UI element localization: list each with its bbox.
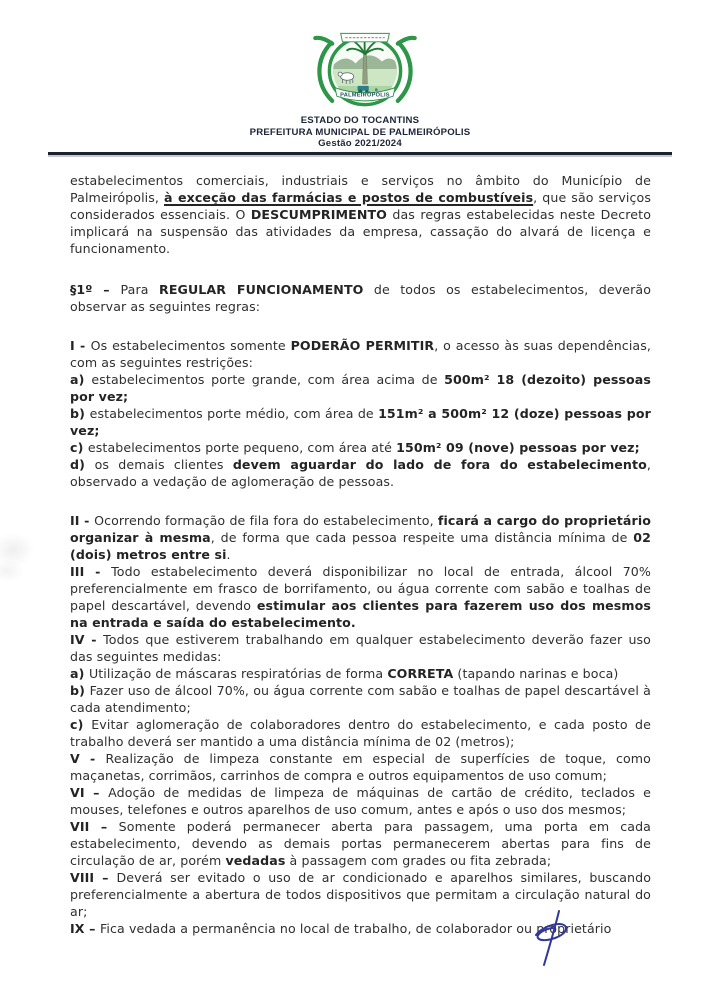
text-segment: a) (70, 665, 89, 681)
paragraph (70, 405, 651, 439)
paragraph (70, 563, 651, 631)
text-segment: d) (70, 456, 95, 472)
text-segment: Todo estabelecimento deverá disponibilizar no local de entrada, álcool 70% preferencialmente em frasco de borrifamento, ou água corrente com sabão e toalhas de papel descartável, devendo (70, 563, 651, 613)
text-segment: devem aguardar do lado de fora do estabelecimento (232, 456, 647, 472)
text-segment: de todos os estabelecimentos, deverão observar as seguintes regras: (70, 281, 652, 314)
text-segment: 02 (dois) metros entre si (70, 529, 651, 562)
paragraph (70, 631, 651, 665)
text-segment: PODERÃO PERMITIR (290, 337, 435, 353)
text-segment: CORRETA (387, 665, 454, 681)
text-segment: Somente poderá permanecer aberta para passagem, uma porta em cada estabelecimento, devendo as demais portas permanecerem abertas para fins de circulação de ar, porém (70, 818, 651, 868)
text-segment: estabelecimentos porte grande, com área acima de (91, 371, 445, 387)
paragraph (70, 371, 651, 405)
text-segment: 500m² 18 (dezoito) pessoas por vez; (70, 371, 651, 404)
text-segment: c) (70, 439, 88, 455)
text-segment: §1º – (70, 281, 121, 297)
text-segment: à passagem com grades ou fita zebrada; (285, 852, 552, 868)
text-segment: IX – (70, 920, 100, 936)
text-segment: ficará a cargo do proprietário organizar à mesma (70, 512, 651, 545)
text-segment: vedadas (225, 852, 286, 868)
paragraph (70, 665, 651, 682)
text-segment: estabelecimentos comerciais, industriais e serviços no âmbito do Município de Palmeirópolis, (70, 173, 651, 205)
document-body (70, 172, 651, 937)
text-segment: à exceção das farmácias e postos de combustíveis (164, 190, 534, 205)
text-segment: , que são serviços considerados essenciais. O (70, 190, 651, 222)
text-segment: Ocorrendo formação de fila fora do estabelecimento, (94, 512, 438, 528)
text-segment: . (226, 546, 231, 562)
text-segment: REGULAR FUNCIONAMENTO (159, 281, 364, 297)
seal-banner-text: PALMEIRÓPOLIS (340, 92, 390, 99)
letterhead (0, 115, 720, 150)
text-segment: Os estabelecimentos somente (90, 337, 291, 353)
text-segment: Fazer uso de álcool 70%, ou água corrente com sabão e toalhas de papel descartável à cada atendimento; (70, 682, 651, 715)
text-segment: DESCUMPRIMENTO (250, 207, 387, 222)
paragraph (70, 512, 651, 563)
text-segment: III - (70, 563, 112, 579)
text-segment: VIII – (70, 869, 117, 885)
text-segment: , observado a vedação de aglomeração de pessoas. (70, 456, 651, 489)
text-segment: Utilização de máscaras respiratórias de forma (88, 665, 388, 681)
text-segment: VII – (70, 818, 119, 834)
paragraph (70, 682, 651, 716)
text-segment: Evitar aglomeração de colaboradores dentro do estabelecimento, e cada posto de trabalho deverá ser mantido a uma distância mínima de 02 (metros); (70, 716, 652, 749)
seal-top-banner (341, 33, 390, 41)
letterhead-state: ESTADO DO TOCANTINS (300, 115, 420, 126)
paragraph (70, 784, 651, 818)
text-segment: Deverá ser evitado o uso de ar condicionado e aparelhos similares, buscando preferencialmente a abertura de todos dispositivos que permitam a circulação natural do ar; (70, 869, 651, 919)
text-segment: das regras estabelecidas neste Decreto implicará na suspensão das atividades da empresa, cassação do alvará de licença e funcionamento. (70, 207, 651, 256)
text-segment: 151m² a 500m² 12 (doze) pessoas por vez; (70, 405, 651, 438)
text-segment: , de forma que cada pessoa respeite uma distância mínima de (210, 529, 634, 545)
header-divider (48, 152, 672, 155)
paragraph (70, 456, 651, 490)
municipal-seal (306, 24, 424, 114)
text-segment: (tapando narinas e boca) (453, 665, 619, 681)
paragraph (70, 750, 651, 784)
text-segment: VI – (70, 784, 109, 800)
text-segment: 150m² 09 (nove) pessoas por vez; (396, 439, 640, 455)
paragraph (70, 818, 651, 869)
text-segment: c) (70, 716, 92, 732)
paragraph (70, 281, 651, 315)
paragraph (70, 337, 651, 371)
text-segment: os demais clientes (94, 456, 233, 472)
text-segment: II - (70, 512, 95, 528)
text-segment: estabelecimentos porte pequeno, com área até (87, 439, 397, 455)
text-segment: IV - (70, 631, 104, 647)
letterhead-term: Gestão 2021/2024 (318, 138, 402, 149)
text-segment: Fica vedada a permanência no local de trabalho, de colaborador ou proprietário (99, 920, 612, 936)
text-segment: V - (70, 750, 106, 766)
letterhead-municipality: PREFEITURA MUNICIPAL DE PALMEIRÓPOLIS (249, 126, 471, 138)
text-segment: , o acesso às suas dependências, com as seguintes restrições: (70, 337, 652, 370)
paragraph (70, 439, 651, 456)
text-segment: a) (70, 371, 92, 387)
signature-mark (531, 908, 577, 970)
text-segment: estabelecimentos porte médio, com área de (89, 405, 379, 421)
text-segment: Todos que estiverem trabalhando em qualquer estabelecimento deverão fazer uso das seguintes medidas: (70, 631, 651, 664)
text-segment: I - (70, 337, 91, 353)
text-segment: estimular aos clientes para fazerem uso dos mesmos na entrada e saída do estabelecimento. (70, 597, 651, 630)
text-segment: b) (70, 405, 90, 421)
text-segment: Realização de limpeza constante em especial de superfícies de toque, como maçanetas, corrimãos, carrinhos de compra e outros equipamentos de uso comum; (70, 750, 651, 783)
text-segment: Para (120, 281, 160, 297)
text-segment: b) (70, 682, 90, 698)
text-segment: Adoção de medidas de limpeza de máquinas de cartão de crédito, teclados e mouses, telefones e outros aparelhos de uso comum, antes e após o uso dos mesmos; (70, 784, 651, 817)
paragraph (70, 172, 651, 257)
scan-smudge (0, 560, 24, 582)
paragraph (70, 716, 651, 750)
